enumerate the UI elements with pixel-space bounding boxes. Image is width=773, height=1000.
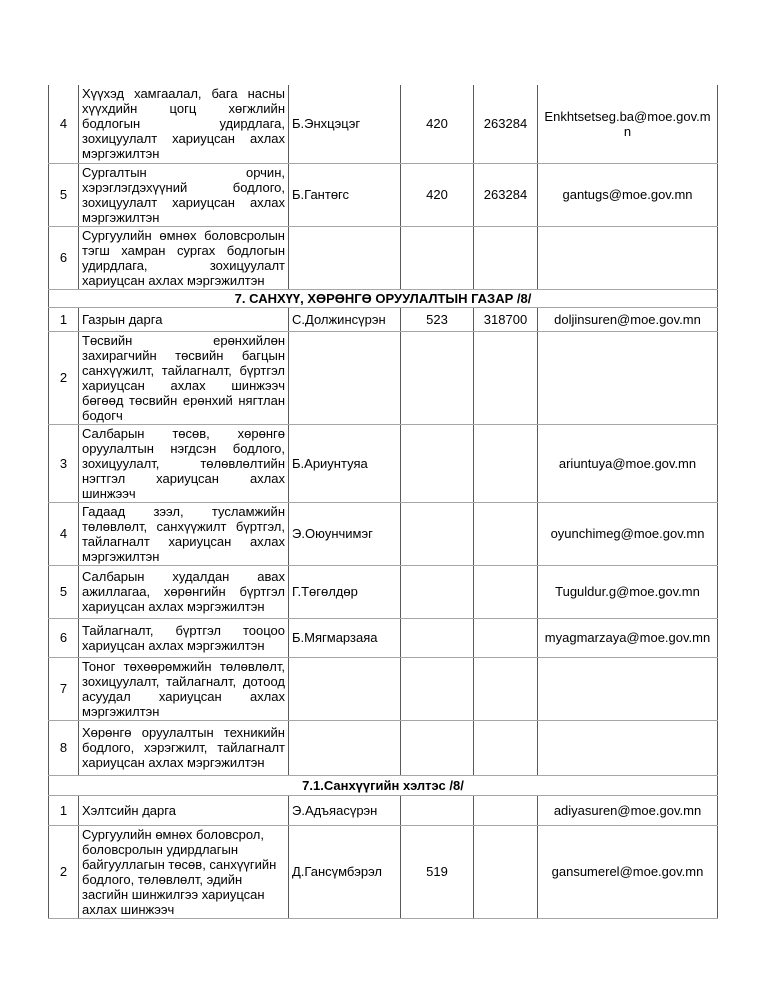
employee-name: Г.Төгөлдөр	[289, 565, 401, 618]
table-row	[49, 657, 718, 720]
row-number: 4	[49, 85, 79, 163]
row-number: 2	[49, 331, 79, 424]
position-title: Тоног төхөөрөмжийн төлөвлөлт, зохицуулалт, тайлагналт, дотоод асуудал хариуцсан ахлах мэргэжилтэн	[79, 657, 289, 720]
position-title: Сургуулийн өмнөх боловсрол, боловсролын удирдлагын байгууллагын төсөв, санхүүгийн бодлого, төлөвлөлт, эдийн засгийн шинжилгээ хариуцсан ахлах шинжээч	[79, 825, 289, 918]
email-address: Enkhtsetseg.ba@moe.gov.mn	[538, 85, 718, 163]
employee-name: Д.Гансүмбэрэл	[289, 825, 401, 918]
email-address: doljinsuren@moe.gov.mn	[538, 307, 718, 331]
phone-number	[474, 565, 538, 618]
phone-number	[474, 657, 538, 720]
row-number: 6	[49, 618, 79, 657]
phone-number	[474, 331, 538, 424]
row-number: 1	[49, 307, 79, 331]
section-header-row	[49, 775, 718, 795]
email-address	[538, 226, 718, 289]
position-title: Тайлагналт, бүртгэл тооцоо хариуцсан ахлах мэргэжилтэн	[79, 618, 289, 657]
extension-number: 420	[401, 163, 474, 226]
email-address: myagmarzaya@moe.gov.mn	[538, 618, 718, 657]
email-address: gantugs@moe.gov.mn	[538, 163, 718, 226]
table-row	[49, 85, 718, 163]
table-row	[49, 795, 718, 825]
table-row	[49, 307, 718, 331]
email-address: ariuntuya@moe.gov.mn	[538, 424, 718, 502]
table-row	[49, 618, 718, 657]
table-row	[49, 424, 718, 502]
row-number: 2	[49, 825, 79, 918]
employee-name: Э.Адъяасүрэн	[289, 795, 401, 825]
extension-number: 523	[401, 307, 474, 331]
phone-number	[474, 795, 538, 825]
employee-name: Э.Оюунчимэг	[289, 502, 401, 565]
table-row	[49, 825, 718, 918]
position-title: Гадаад зээл, тусламжийн төлөвлөлт, санхүүжилт бүртгэл, тайлагналт хариуцсан ахлах мэргэжилтэн	[79, 502, 289, 565]
extension-number: 420	[401, 85, 474, 163]
extension-number	[401, 720, 474, 775]
phone-number	[474, 502, 538, 565]
table-row	[49, 720, 718, 775]
phone-number	[474, 825, 538, 918]
phone-number	[474, 720, 538, 775]
table-row	[49, 226, 718, 289]
extension-number	[401, 618, 474, 657]
position-title: Газрын дарга	[79, 307, 289, 331]
row-number: 6	[49, 226, 79, 289]
staff-directory-table	[48, 85, 718, 919]
extension-number	[401, 331, 474, 424]
employee-name	[289, 226, 401, 289]
phone-number	[474, 618, 538, 657]
table-row	[49, 163, 718, 226]
employee-name	[289, 657, 401, 720]
extension-number	[401, 795, 474, 825]
extension-number	[401, 226, 474, 289]
table-row	[49, 502, 718, 565]
row-number: 8	[49, 720, 79, 775]
row-number: 5	[49, 565, 79, 618]
employee-name: Б.Гантөгс	[289, 163, 401, 226]
position-title: Сургуулийн өмнөх боловсролын тэгш хамран сургах бодлогын удирдлага, зохицуулалт хариуцсан ахлах мэргэжилтэн	[79, 226, 289, 289]
extension-number	[401, 565, 474, 618]
extension-number	[401, 502, 474, 565]
employee-name: Б.Энхцэцэг	[289, 85, 401, 163]
row-number: 5	[49, 163, 79, 226]
extension-number: 519	[401, 825, 474, 918]
employee-name: Б.Мягмарзаяа	[289, 618, 401, 657]
email-address	[538, 720, 718, 775]
email-address	[538, 331, 718, 424]
extension-number	[401, 657, 474, 720]
email-address: gansumerel@moe.gov.mn	[538, 825, 718, 918]
table-row	[49, 565, 718, 618]
position-title: Хүүхэд хамгаалал, бага насны хүүхдийн цогц хөгжлийн бодлогын удирдлага, зохицуулалт хариуцсан ахлах мэргэжилтэн	[79, 85, 289, 163]
row-number: 1	[49, 795, 79, 825]
row-number: 3	[49, 424, 79, 502]
employee-name	[289, 331, 401, 424]
extension-number	[401, 424, 474, 502]
position-title: Хэлтсийн дарга	[79, 795, 289, 825]
phone-number	[474, 424, 538, 502]
position-title: Төсвийн ерөнхийлөн захирагчийн төсвийн багцын санхүүжилт, тайлагналт, бүртгэл хариуцсан ахлах шинжээч бөгөөд төсвийн ерөнхий нягтлан бодогч	[79, 331, 289, 424]
phone-number	[474, 226, 538, 289]
row-number: 7	[49, 657, 79, 720]
table-row	[49, 331, 718, 424]
position-title: Хөрөнгө оруулалтын техникийн бодлого, хэрэгжилт, тайлагналт хариуцсан ахлах мэргэжилтэн	[79, 720, 289, 775]
section-header: 7.1.Санхүүгийн хэлтэс /8/	[49, 775, 718, 795]
row-number: 4	[49, 502, 79, 565]
email-address	[538, 657, 718, 720]
phone-number: 263284	[474, 85, 538, 163]
employee-name: С.Должинсүрэн	[289, 307, 401, 331]
phone-number: 318700	[474, 307, 538, 331]
employee-name: Б.Ариунтуяа	[289, 424, 401, 502]
position-title: Сургалтын орчин, хэрэглэгдэхүүний бодлого, зохицуулалт хариуцсан ахлах мэргэжилтэн	[79, 163, 289, 226]
email-address: Tuguldur.g@moe.gov.mn	[538, 565, 718, 618]
employee-name	[289, 720, 401, 775]
section-header-row	[49, 289, 718, 307]
section-header: 7. САНХҮҮ, ХӨРӨНГӨ ОРУУЛАЛТЫН ГАЗАР /8/	[49, 289, 718, 307]
email-address: oyunchimeg@moe.gov.mn	[538, 502, 718, 565]
position-title: Салбарын худалдан авах ажиллагаа, хөрөнгийн бүртгэл хариуцсан ахлах мэргэжилтэн	[79, 565, 289, 618]
phone-number: 263284	[474, 163, 538, 226]
email-address: adiyasuren@moe.gov.mn	[538, 795, 718, 825]
position-title: Салбарын төсөв, хөрөнгө оруулалтын нэгдсэн бодлого, зохицуулалт, төлөвлөлтийн нэгтгэл хариуцсан ахлах шинжээч	[79, 424, 289, 502]
